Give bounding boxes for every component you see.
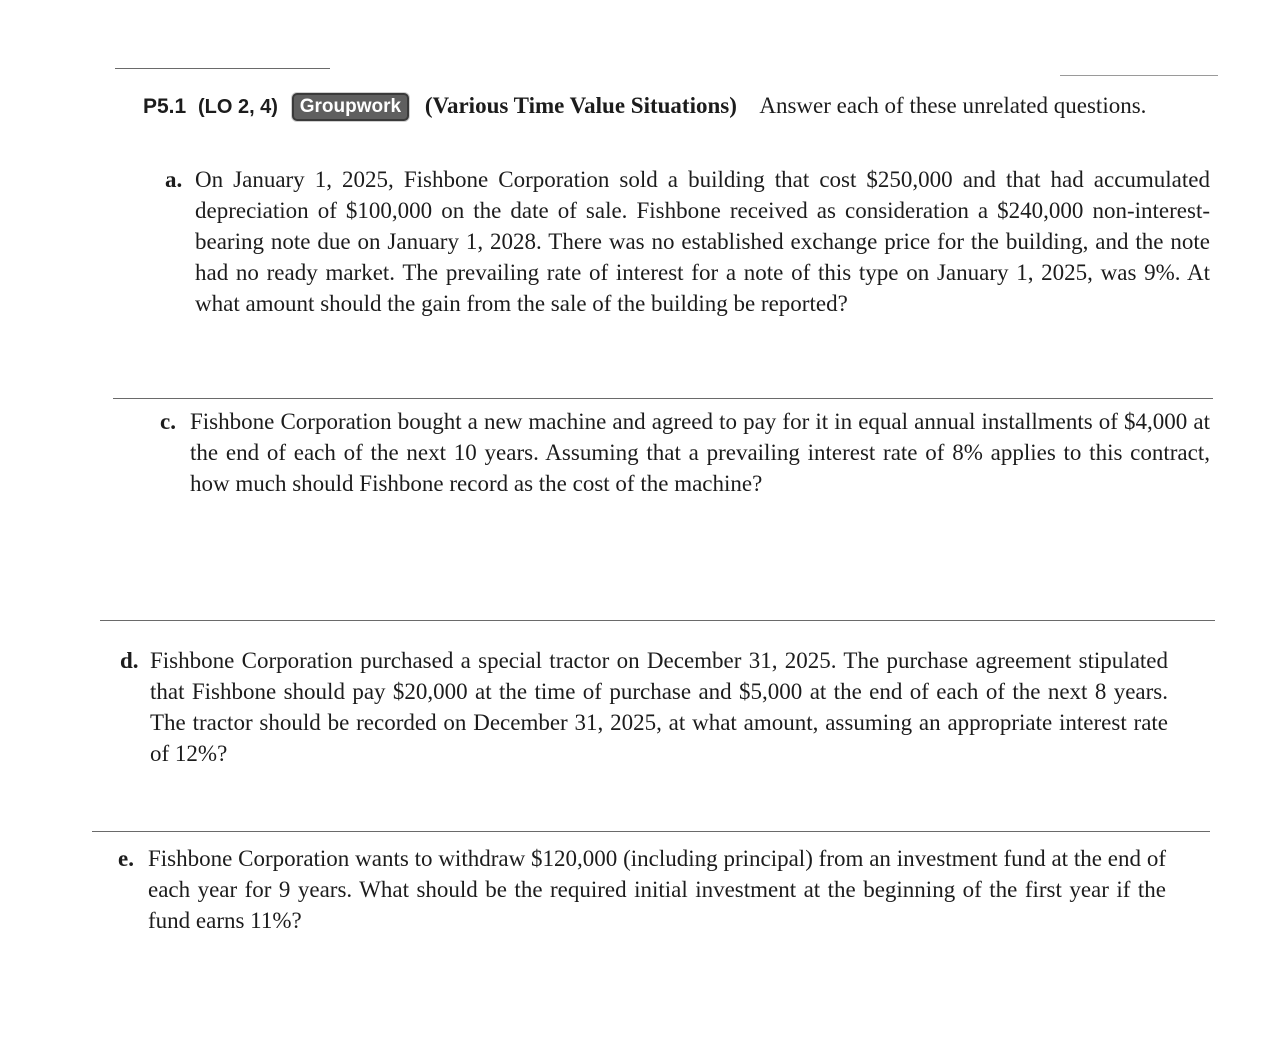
separator-before-e — [92, 831, 1210, 832]
problem-title: (Various Time Value Situations) — [424, 93, 737, 118]
question-c — [160, 406, 1210, 499]
separator-before-d — [100, 620, 1215, 621]
question-letter: a. — [165, 167, 183, 192]
top-rule-right — [1060, 75, 1218, 76]
question-text: Fishbone Corporation wants to withdraw $120,000 (including principal) from an investment fund at the end of each year for 9 years. What should be the required initial investment at the beginning of the first year if the fund earns 11%? — [148, 846, 1166, 933]
groupwork-badge: Groupwork — [292, 93, 409, 121]
question-letter: d. — [120, 648, 139, 673]
problem-header — [143, 90, 1218, 123]
problem-instruction: Answer each of these unrelated questions. — [759, 93, 1147, 118]
question-letter: e. — [118, 846, 134, 871]
question-a — [165, 164, 1210, 319]
learning-objectives: (LO 2, 4) — [197, 96, 278, 118]
separator-before-c — [113, 398, 1213, 399]
question-text: Fishbone Corporation purchased a special tractor on December 31, 2025. The purchase agreement stipulated that Fishbone should pay $20,000 at the time of purchase and $5,000 at the end of each of the next 8 years. The tractor should be recorded on December 31, 2025, at what amount, assuming an appropriate interest rate of 12%? — [150, 648, 1168, 766]
question-text: Fishbone Corporation bought a new machine and agreed to pay for it in equal annual installments of $4,000 at the end of each of the next 10 years. Assuming that a prevailing interest rate of 8% applies to this contract, how much should Fishbone record as the cost of the machine? — [190, 409, 1210, 496]
question-d — [120, 645, 1168, 769]
question-letter: c. — [160, 409, 176, 434]
top-rule — [115, 68, 330, 69]
problem-id: P5.1 — [143, 95, 187, 118]
question-text: On January 1, 2025, Fishbone Corporation sold a building that cost $250,000 and that had accumulated depreciation of $100,000 on the date of sale. Fishbone received as consideration a $240,000 non-interest-bearing note due on January 1, 2028. There was no established exchange price for the building, and the note had no ready market. The prevailing rate of interest for a note of this type on January 1, 2025, was 9%. At what amount should the gain from the sale of the building be reported? — [195, 167, 1210, 316]
question-e — [118, 843, 1166, 936]
